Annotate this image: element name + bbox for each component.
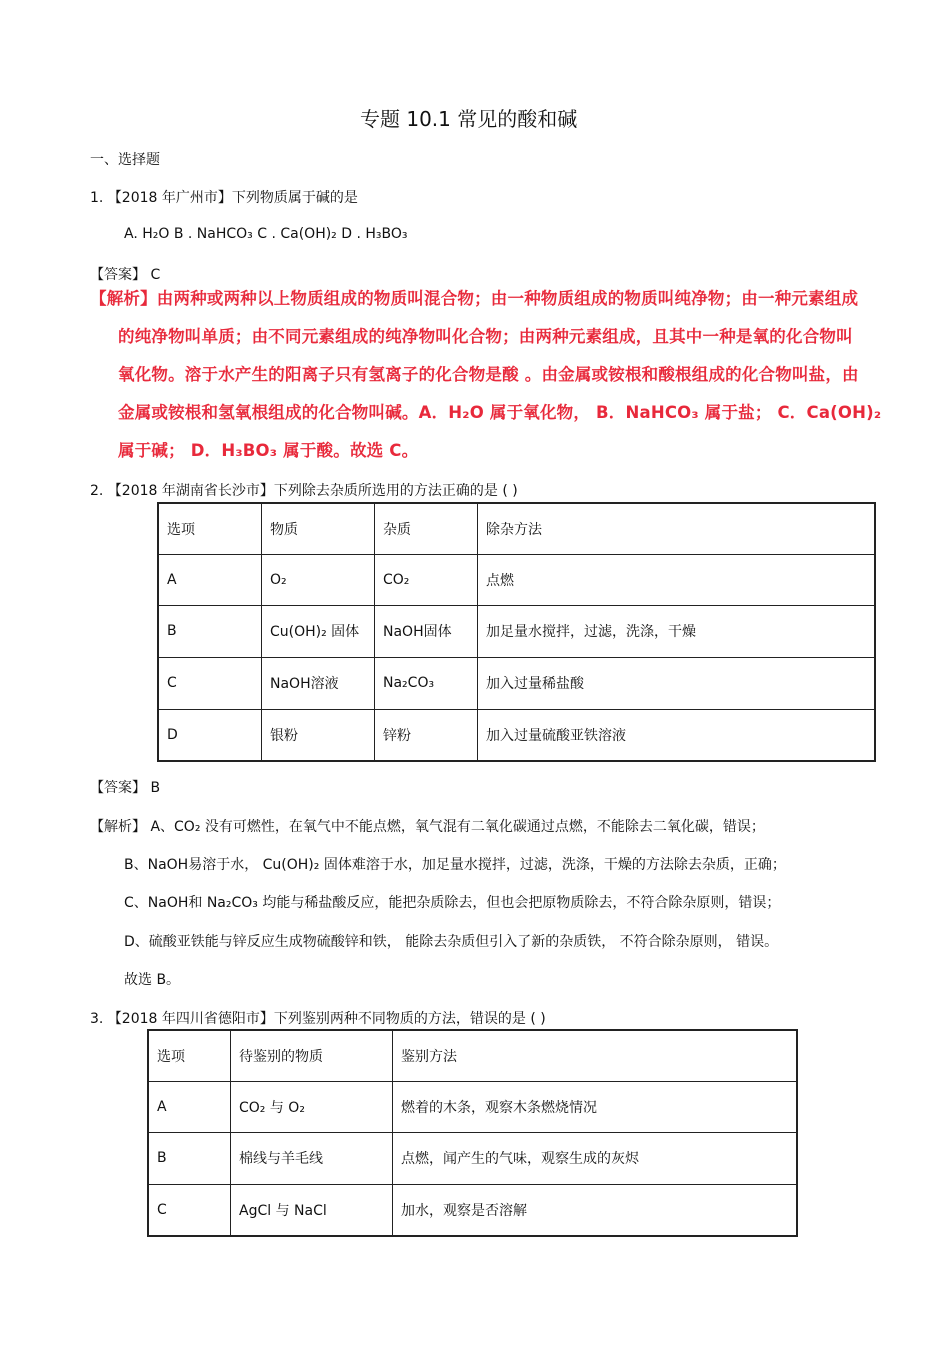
table-cell: C: [148, 1184, 231, 1236]
table-cell: NaOH溶液: [262, 657, 375, 709]
table-cell: A: [148, 1081, 231, 1132]
table-cell: 银粉: [262, 709, 375, 761]
table-cell: 燃着的木条，观察木条燃烧情况: [393, 1081, 798, 1132]
table-cell: B: [158, 605, 262, 657]
table-cell: 加入过量稀盐酸: [478, 657, 876, 709]
table-header-row: [148, 1030, 797, 1081]
table-cell: 锌粉: [375, 709, 478, 761]
table-row: [158, 709, 875, 761]
q2-answer: 【答案】 B: [90, 780, 161, 796]
table-header-cell: 物质: [262, 503, 375, 554]
table-cell: C: [158, 657, 262, 709]
table-cell: O₂: [262, 554, 375, 605]
page-title: 专题 10.1 常见的酸和碱: [360, 107, 578, 131]
q2-stem: 2. 【2018 年湖南省长沙市】下列除去杂质所选用的方法正确的是 ( ): [90, 483, 518, 499]
table-cell: CO₂: [375, 554, 478, 605]
table-cell: 点燃，闻产生的气味，观察生成的灰烬: [393, 1132, 798, 1184]
table-cell: CO₂ 与 O₂: [231, 1081, 393, 1132]
table-header-cell: 选项: [158, 503, 262, 554]
table-cell: D: [158, 709, 262, 761]
table-cell: Cu(OH)₂ 固体: [262, 605, 375, 657]
table-cell: 棉线与羊毛线: [231, 1132, 393, 1184]
q3-table: [147, 1029, 798, 1237]
table-cell: A: [158, 554, 262, 605]
table-cell: 点燃: [478, 554, 876, 605]
table-row: [158, 657, 875, 709]
q2-analysis-line: C、NaOH和 Na₂CO₃ 均能与稀盐酸反应，能把杂质除去，但也会把原物质除去，不符合除杂原则，错误；: [124, 895, 781, 911]
q1-options: A. H₂O B . NaHCO₃ C . Ca(OH)₂ D . H₃BO₃: [124, 226, 408, 242]
table-cell: 加入过量硫酸亚铁溶液: [478, 709, 876, 761]
table-cell: 加足量水搅拌，过滤，洗涤，干燥: [478, 605, 876, 657]
table-header-cell: 选项: [148, 1030, 231, 1081]
table-header-cell: 杂质: [375, 503, 478, 554]
table-header-row: [158, 503, 875, 554]
section-heading: 一、选择题: [90, 152, 160, 168]
table-row: [158, 605, 875, 657]
table-cell: Na₂CO₃: [375, 657, 478, 709]
q1-stem: 1. 【2018 年广州市】下列物质属于碱的是: [90, 190, 358, 206]
q1-analysis-line: 【解析】由两种或两种以上物质组成的物质叫混合物；由一种物质组成的物质叫纯净物；由一种元素组成: [90, 289, 859, 308]
q1-answer: 【答案】 C: [90, 267, 161, 283]
q2-analysis-line: D、硫酸亚铁能与锌反应生成物硫酸锌和铁， 能除去杂质但引入了新的杂质铁， 不符合除杂原则， 错误。: [124, 934, 779, 950]
table-header-cell: 待鉴别的物质: [231, 1030, 393, 1081]
table-cell: 加水，观察是否溶解: [393, 1184, 798, 1236]
q1-analysis-line: 金属或铵根和氢氧根组成的化合物叫碱。A．H₂O 属于氧化物， B．NaHCO₃ 属于盐； C．Ca(OH)₂: [118, 403, 882, 422]
table-header-cell: 除杂方法: [478, 503, 876, 554]
q1-analysis-line: 的纯净物叫单质；由不同元素组成的纯净物叫化合物；由两种元素组成，且其中一种是氧的化合物叫: [118, 327, 853, 346]
table-row: [148, 1081, 797, 1132]
q1-analysis-line: 属于碱； D．H₃BO₃ 属于酸。故选 C。: [118, 441, 419, 460]
q3-stem: 3. 【2018 年四川省德阳市】下列鉴别两种不同物质的方法，错误的是 ( ): [90, 1011, 546, 1027]
table-row: [148, 1184, 797, 1236]
table-cell: B: [148, 1132, 231, 1184]
q2-analysis-line: B、NaOH易溶于水， Cu(OH)₂ 固体难溶于水，加足量水搅拌，过滤，洗涤，干燥的方法除去杂质，正确；: [124, 857, 786, 873]
q2-analysis-line: 故选 B。: [124, 972, 181, 988]
table-header-cell: 鉴别方法: [393, 1030, 798, 1081]
table-cell: NaOH固体: [375, 605, 478, 657]
q2-analysis-line: 【解析】 A、CO₂ 没有可燃性，在氧气中不能点燃，氧气混有二氧化碳通过点燃，不能除去二氧化碳，错误；: [90, 819, 765, 835]
table-cell: AgCl 与 NaCl: [231, 1184, 393, 1236]
table-row: [158, 554, 875, 605]
table-row: [148, 1132, 797, 1184]
q1-analysis-line: 氧化物。溶于水产生的阳离子只有氢离子的化合物是酸 。由金属或铵根和酸根组成的化合物叫盐，由: [118, 365, 859, 384]
q2-table: [157, 502, 876, 762]
